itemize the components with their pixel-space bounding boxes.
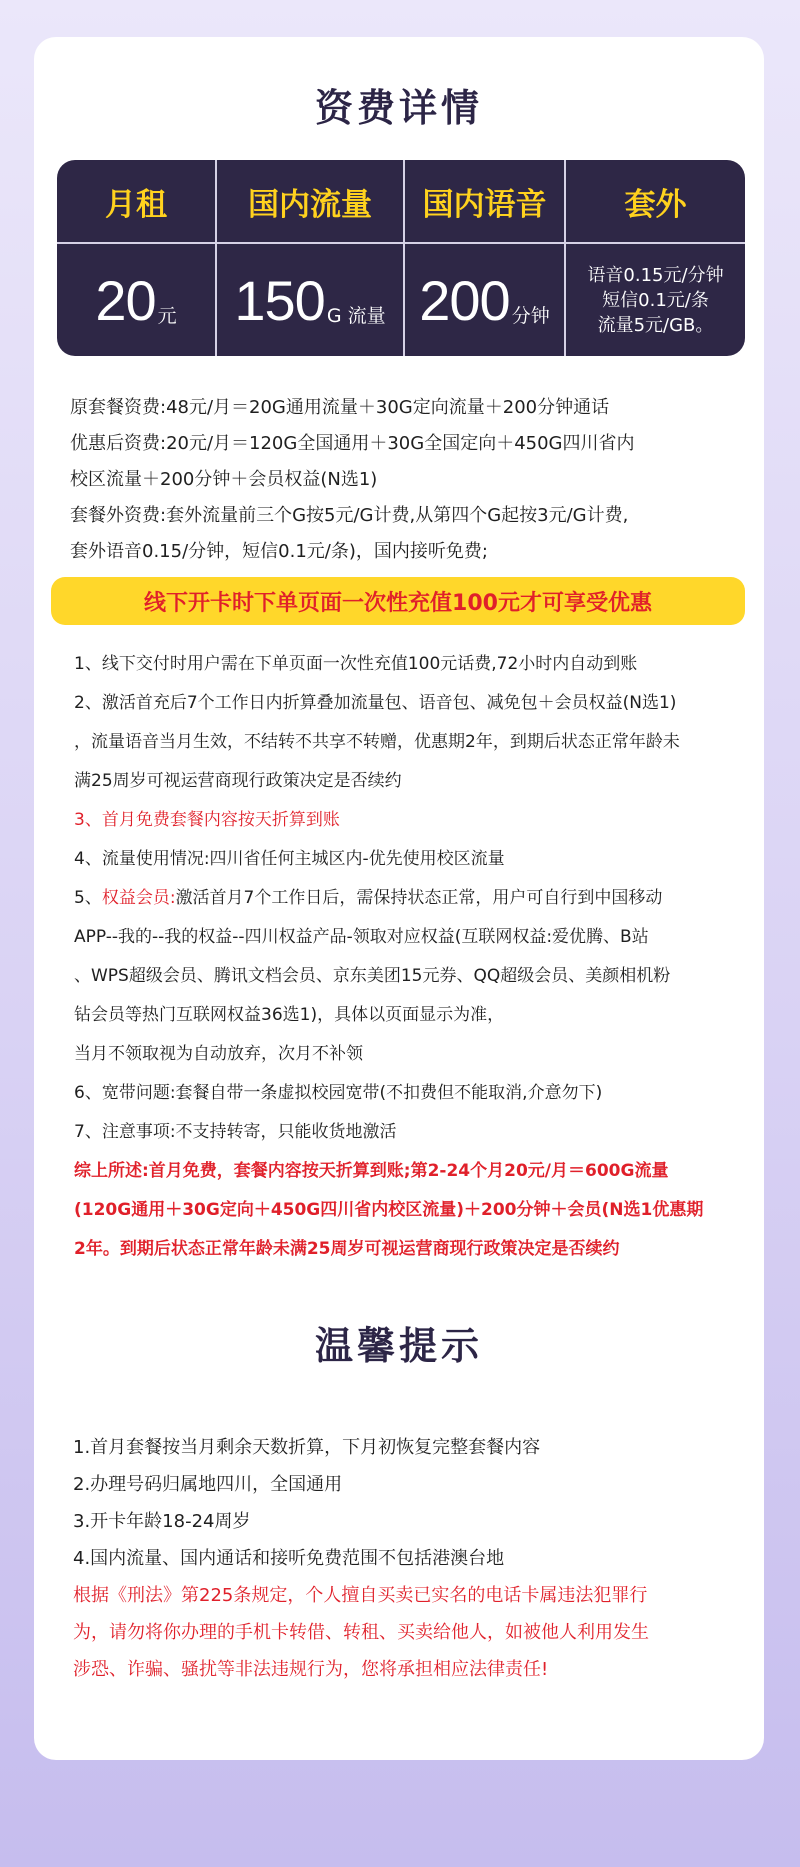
tariff-table [57, 160, 745, 356]
tip-item: 3.开卡年龄18-24周岁 [73, 1511, 251, 1532]
legal-line: 根据《刑法》第225条规定，个人擅自买卖已实名的电话卡属违法犯罪行 [73, 1585, 648, 1606]
intro-line: 原套餐资费:48元/月＝20G通用流量＋30G定向流量＋200分钟通话 [70, 397, 610, 418]
tariff-intro [70, 390, 740, 570]
header-extra: 套外 [624, 186, 687, 223]
rent-unit: 元 [157, 304, 177, 327]
summary-line: (120G通用＋30G定向＋450G四川省内校区流量)＋200分钟＋会员(N选1优惠期 [74, 1200, 704, 1220]
header-rent: 月租 [57, 160, 217, 242]
extra-voice-rate: 语音0.15元/分钟 [587, 264, 724, 286]
term-item: ，流量语音当月生效，不结转不共享不转赠，优惠期2年，到期后状态正常年龄未 [74, 732, 680, 752]
term-text: 激活首月7个工作日后，需保持状态正常，用户可自行到中国移动 [175, 888, 663, 908]
terms-list [74, 645, 746, 1152]
extra-data-rate: 流量5元/GB。 [597, 314, 714, 336]
term-item: 、WPS超级会员、腾讯文档会员、京东美团15元券、QQ超级会员、美颜相机粉 [74, 966, 671, 986]
tariff-table-values [57, 244, 745, 356]
data-unit: G 流量 [326, 304, 386, 327]
summary-line: 综上所述:首月免费，套餐内容按天折算到账;第2-24个月20元/月＝600G流量 [74, 1161, 669, 1181]
tip-item: 1.首月套餐按当月剩余天数折算，下月初恢复完整套餐内容 [73, 1437, 541, 1458]
term-item: 7、注意事项:不支持转寄，只能收货地激活 [74, 1122, 397, 1142]
tips-title: 温馨提示 [314, 1324, 483, 1368]
term-item: APP--我的--我的权益--四川权益产品-领取对应权益(互联网权益:爱优腾、B站 [74, 927, 649, 947]
voice-value: 200 [419, 268, 510, 332]
header-voice: 国内语音 [405, 160, 566, 242]
summary-line: 2年。到期后状态正常年龄未满25周岁可视运营商现行政策决定是否续约 [74, 1239, 620, 1259]
tariff-table-header [57, 160, 745, 244]
legal-line: 涉恐、诈骗、骚扰等非法违规行为，您将承担相应法律责任! [73, 1659, 549, 1680]
tips-list [73, 1429, 745, 1688]
detail-title: 资费详情 [314, 86, 483, 130]
intro-line: 套外语音0.15/分钟，短信0.1元/条)，国内接听免费; [70, 541, 488, 562]
term-item [74, 879, 746, 918]
intro-line: 套餐外资费:套外流量前三个G按5元/G计费,从第四个G起按3元/G计费, [70, 505, 629, 526]
term-item: 1、线下交付时用户需在下单页面一次性充值100元话费,72小时内自动到账 [74, 654, 638, 674]
voice-cell [405, 244, 566, 356]
intro-line: 校区流量＋200分钟＋会员权益(N选1) [70, 469, 378, 490]
term-item: 钻会员等热门互联网权益36选1)，具体以页面显示为准， [74, 1005, 505, 1025]
term-item: 当月不领取视为自动放弃，次月不补领 [74, 1044, 363, 1064]
content-card [34, 37, 764, 1760]
data-cell [217, 244, 405, 356]
legal-line: 为，请勿将你办理的手机卡转借、转租、买卖给他人，如被他人利用发生 [73, 1622, 649, 1643]
rent-cell [57, 244, 217, 356]
benefits-label: 权益会员: [101, 888, 176, 908]
rent-value: 20 [95, 268, 156, 332]
term-item: 2、激活首充后7个工作日内折算叠加流量包、语音包、减免包＋会员权益(N选1) [74, 693, 677, 713]
extra-cell [566, 244, 745, 356]
term-item: 3、首月免费套餐内容按天折算到账 [74, 810, 340, 830]
intro-line: 优惠后资费:20元/月＝120G全国通用＋30G全国定向＋450G四川省内 [70, 433, 635, 454]
extra-sms-rate: 短信0.1元/条 [602, 289, 709, 311]
tip-item: 4.国内流量、国内通话和接听免费范围不包括港澳台地 [73, 1548, 505, 1569]
term-prefix: 5、 [74, 888, 102, 908]
term-item: 6、宽带问题:套餐自带一条虚拟校园宽带(不扣费但不能取消,介意勿下) [74, 1083, 603, 1103]
header-data: 国内流量 [217, 160, 405, 242]
extra-rates [587, 263, 723, 338]
term-item: 满25周岁可视运营商现行政策决定是否续约 [74, 771, 402, 791]
summary [74, 1152, 746, 1269]
voice-unit: 分钟 [511, 304, 550, 327]
term-item: 4、流量使用情况:四川省任何主城区内-优先使用校区流量 [74, 849, 505, 869]
tip-item: 2.办理号码归属地四川，全国通用 [73, 1474, 343, 1495]
data-value: 150 [234, 268, 325, 332]
offer-banner: 线下开卡时下单页面一次性充值100元才可享受优惠 [51, 577, 745, 625]
